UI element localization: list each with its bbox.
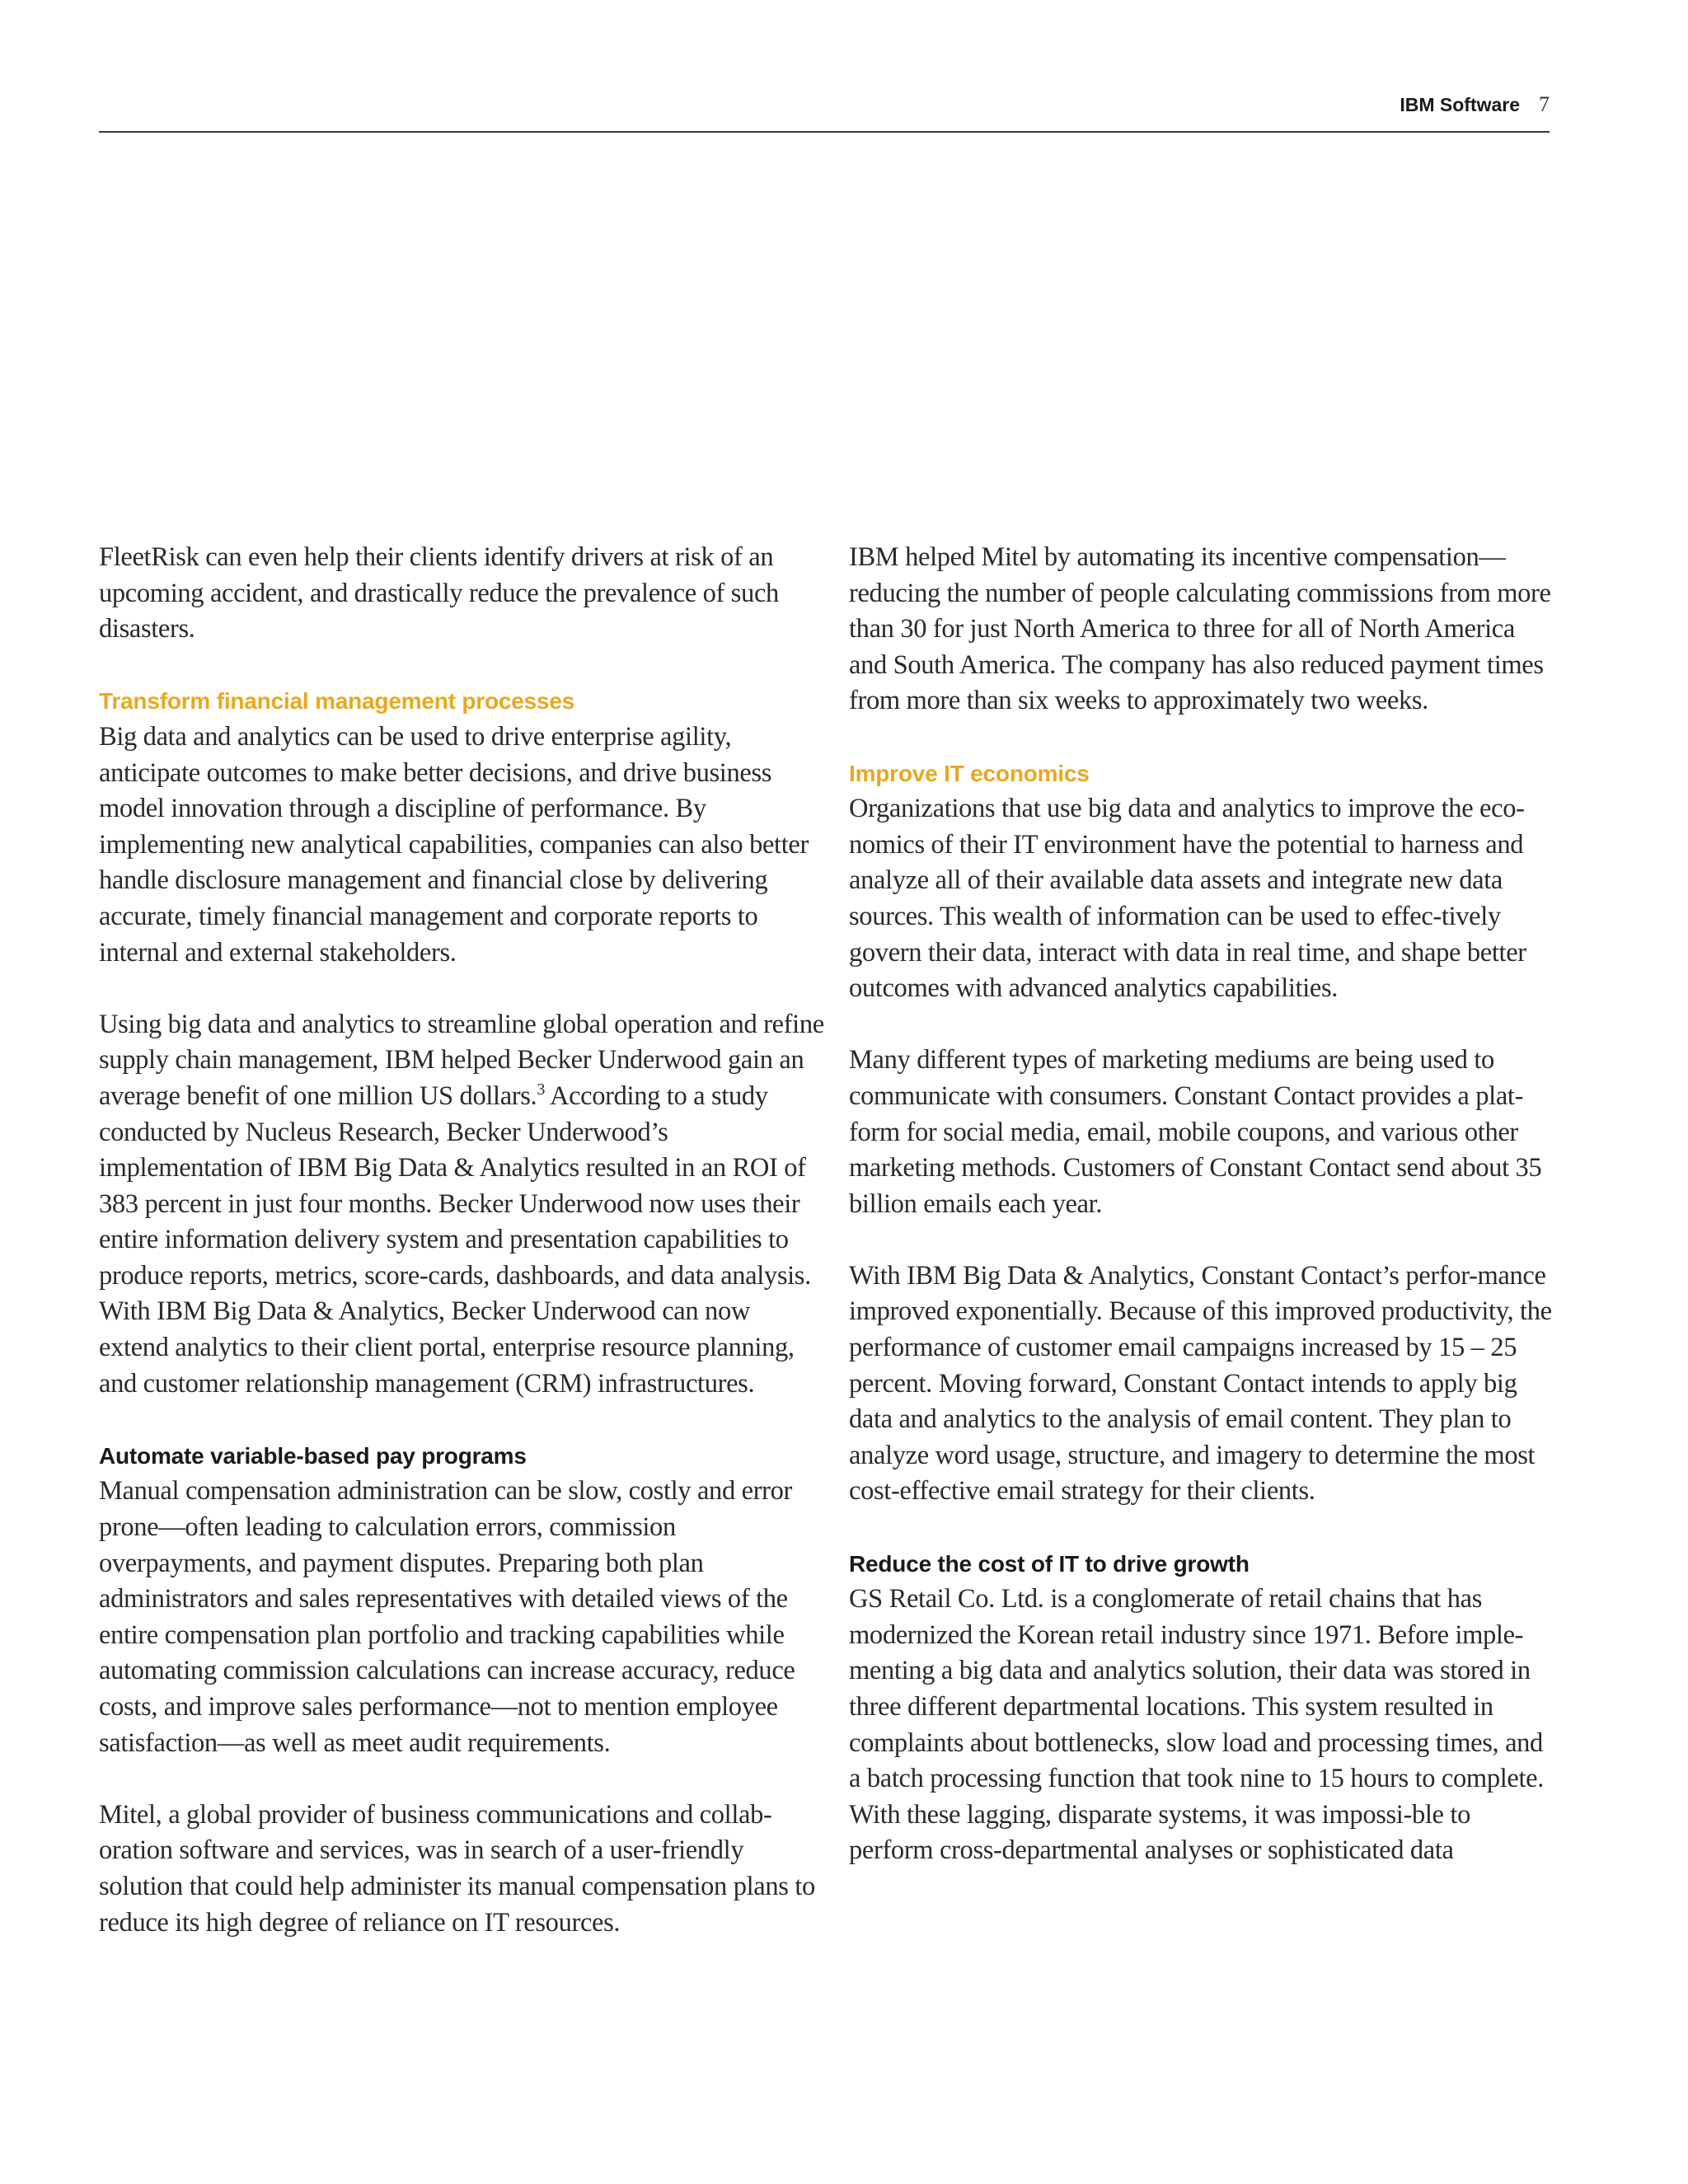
section-heading: Improve IT economics [849, 760, 1090, 786]
paragraph [99, 1007, 824, 1403]
right-column [849, 540, 1553, 1905]
paragraph: Organizations that use big data and analytics to improve the eco-nomics of their IT environment have the potential to harness and analyze all of their available data assets and integrate new data sources. This wealth of information can be used to effec-tively govern their data, interact with data in real time, and shape better outcomes with advanced analytics capabilities. [849, 794, 1526, 1004]
page-header [99, 92, 1550, 133]
section-heading: Transform financial management processes [99, 688, 575, 715]
page-number: 7 [1539, 92, 1550, 116]
paragraph: Mitel, a global provider of business communications and collab-oration software and services, was in search of a user-friendly solution that could help administer its manual compensation plans to reduce its high degree of reliance on IT resources. [99, 1799, 815, 1938]
paragraph: Manual compensation administration can be slow, costly and error prone—often leading to calculation errors, commission overpayments, and payment disputes. Preparing both plan administrators and sales representatives with detailed views of the entire compensation plan portfolio and tracking capabilities while automating commission calculations can increase accuracy, reduce costs, and improve sales performance—not to mention employee satisfaction—as well as meet audit requirements. [99, 1476, 795, 1758]
paragraph: Many different types of marketing mediums are being used to communicate with consumers. Constant Contact provides a plat-form for social media, email, mobile coupons, and various other marketing methods. Customers of Constant Contact send about 35 billion emails each year. [849, 1045, 1542, 1219]
paragraph: IBM helped Mitel by automating its incentive compensation—reducing the number of people calculating commissions from more than 30 for just North America to three for all of North America and South America. The company has also reduced payment times from more than six weeks to approximately two weeks. [849, 542, 1551, 716]
left-column [99, 540, 824, 1977]
footnote-marker: 3 [537, 1080, 545, 1099]
paragraph: GS Retail Co. Ltd. is a conglomerate of retail chains that has modernized the Korean retail industry since 1971. Before imple-menting a big data and analytics solution, their data was stored in three different departmental locations. This system resulted in complaints about bottlenecks, slow load and processing times, and a batch processing function that took nine to 15 hours to complete. With these lagging, disparate systems, it was impossi-ble to perform cross-departmental analyses or sophisticated data [849, 1584, 1545, 1866]
paragraph-text: According to a study conducted by Nucleus Research, Becker Underwood’s implementation of IBM Big Data & Analytics resulted in an ROI of 383 percent in just four months. Becker Underwood now uses their entire information delivery system and presentation capabilities to produce reports, metrics, score-cards, dashboards, and data analysis. With IBM Big Data & Analytics, Becker Underwood can now extend analytics to their client portal, enterprise resource planning, and customer relationship management (CRM) infrastructures. [99, 1080, 811, 1399]
section-heading: Automate variable-based pay programs [99, 1442, 527, 1469]
section-heading: Reduce the cost of IT to drive growth [849, 1550, 1250, 1577]
paragraph: With IBM Big Data & Analytics, Constant Contact’s perfor-mance improved exponentially. Because of this improved productivity, the performance of customer email campaigns increased by 15 – 25 percent. Moving forward, Constant Contact intends to apply big data and analytics to the analysis of email content. They plan to analyze word usage, structure, and imagery to determine the most cost-effective email strategy for their clients. [849, 1260, 1552, 1507]
paragraph-text: Using big data and analytics to streamline global operation and refine supply chain management, IBM helped Becker Underwood gain an average benefit of one million US dollars. [99, 1009, 824, 1111]
paragraph: Big data and analytics can be used to drive enterprise agility, anticipate outcomes to make better decisions, and drive business model innovation through a discipline of performance. By implementing new analytical capabilities, companies can also better handle disclosure management and financial close by delivering accurate, timely financial management and corporate reports to internal and external stakeholders. [99, 721, 809, 968]
paragraph: FleetRisk can even help their clients identify drivers at risk of an upcoming accident, and drastically reduce the prevalence of such disasters. [99, 542, 779, 644]
header-brand: IBM Software [1400, 94, 1520, 115]
